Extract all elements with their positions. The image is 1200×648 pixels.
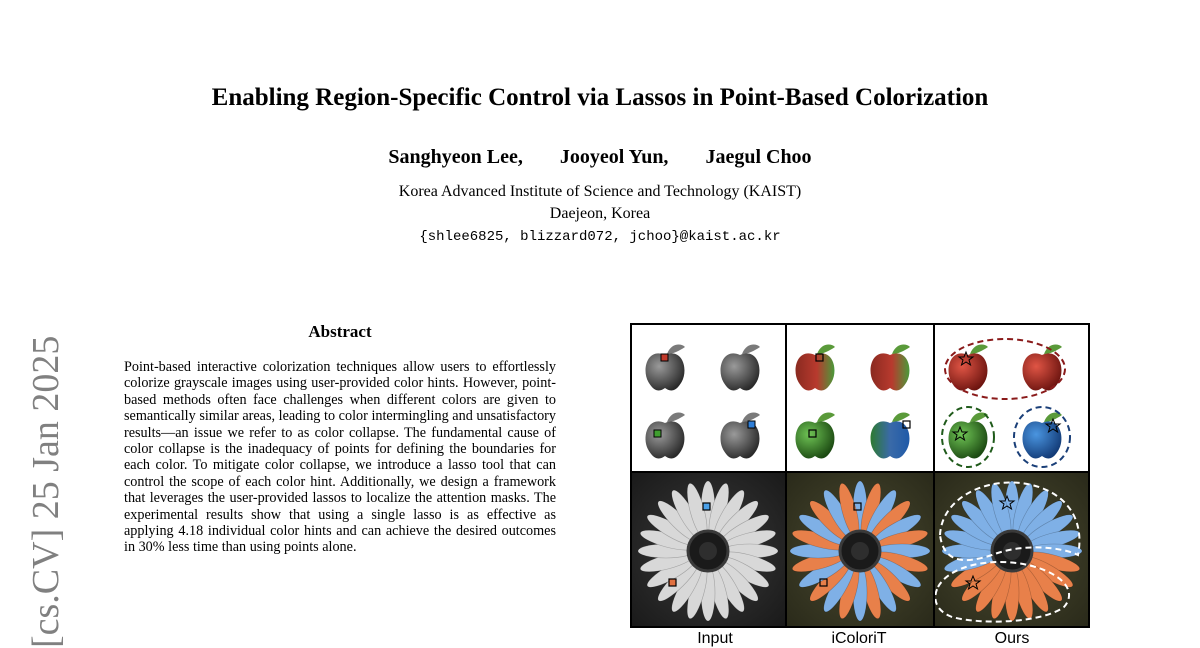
figure-panels (632, 325, 1088, 626)
ours-apples (942, 339, 1070, 467)
row-divider (632, 471, 1088, 473)
paper-title: Enabling Region-Specific Control via Lassos in Point-Based Colorization (211, 84, 989, 111)
icolorit-apples (796, 345, 910, 459)
abstract-text: Point-based interactive colorization techniques allow users to effortlessly colorize grayscale images using user-provided color hints. However, point-based methods often face challenges when different colors are given to semantically similar areas, leading to color intermingling and unsatisfactory results—an issue we refer to as color collapse. The fundamental cause of color collapse is the inadequacy of points for defining the boundaries for each color. To mitigate color collapse, we introduce a lasso tool that can control the scope of each color hint. Additionally, we design a framework that leverages the user-provided lassos to localize the attention masks. The experimental results show that using a single lasso is as effective as applying 4.18 individual color hints and can achieve the desired outcomes in 30% less time than using points alone. (124, 359, 556, 556)
caption-ours: Ours (994, 630, 1030, 647)
location: Daejeon, Korea (549, 205, 651, 222)
caption-input: Input (697, 630, 733, 647)
affiliation: Korea Advanced Institute of Science and Technology (KAIST) (398, 183, 802, 200)
teaser-figure (630, 323, 1090, 628)
arxiv-stamp: [cs.CV] 25 Jan 2025 (25, 335, 67, 648)
color-hint-point (669, 579, 676, 586)
icolorit-flower (790, 481, 930, 621)
author-1: Sanghyeon Lee, (388, 146, 523, 168)
input-apples (646, 345, 760, 459)
author-2: Jooyeol Yun, (559, 146, 669, 168)
author-emails: {shlee6825, blizzard072, jchoo}@kaist.ac.kr (419, 229, 781, 245)
author-3: Jaegul Choo (705, 146, 812, 168)
abstract-heading: Abstract (308, 322, 372, 341)
input-flower (638, 481, 778, 621)
panel-divider (785, 325, 787, 626)
caption-icolorit: iColoriT (831, 630, 887, 647)
author-list (0, 146, 1200, 169)
color-hint-point (703, 503, 710, 510)
panel-divider (933, 325, 935, 626)
